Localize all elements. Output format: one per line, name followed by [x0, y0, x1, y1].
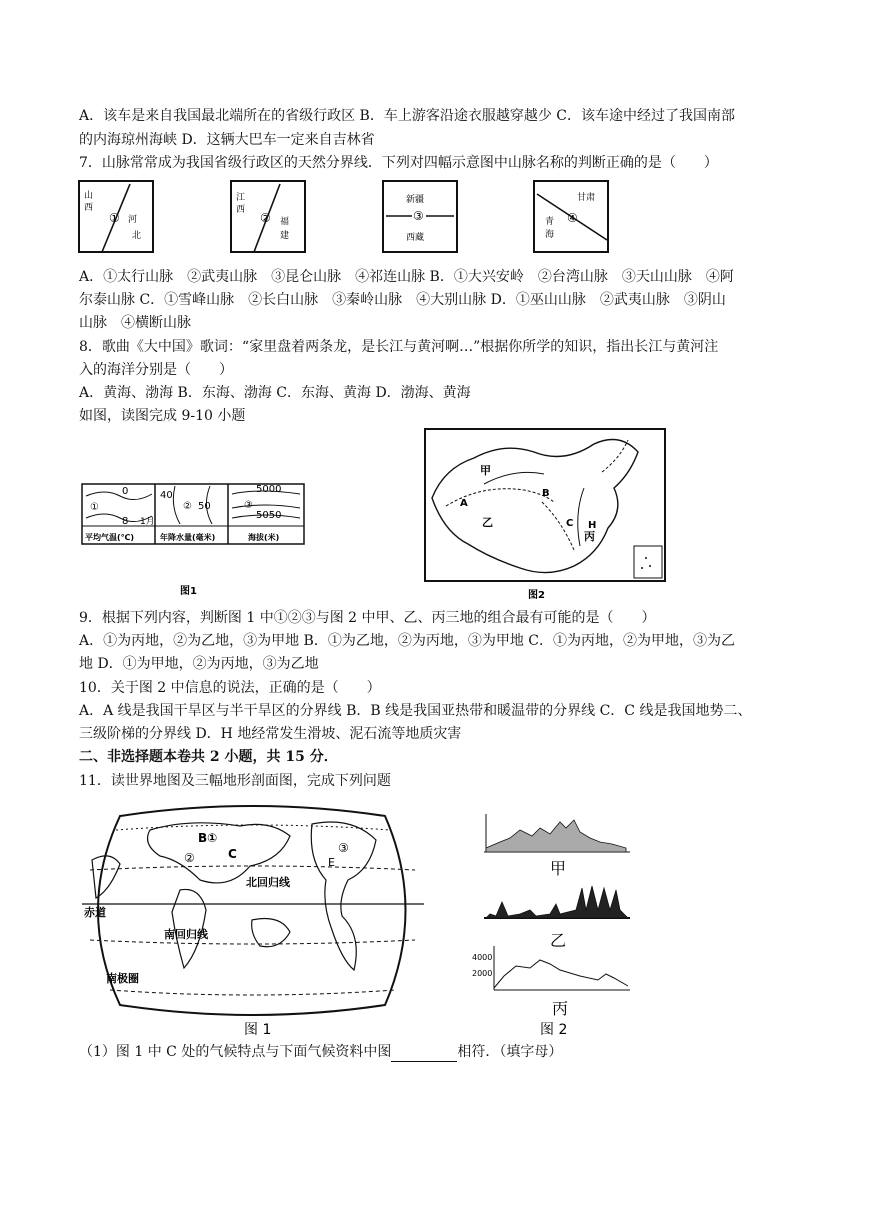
figure-intro: 如图，读图完成 9-10 小题	[79, 408, 246, 424]
label-shanxi-2: 西	[84, 203, 94, 213]
map-label-antarctic: 南极圈	[106, 972, 139, 985]
answer-blank[interactable]	[391, 1047, 457, 1062]
question-9: 9．根据下列内容，判断图 1 中①②③与图 2 中甲、乙、丙三地的组合最有可能的是（ ）	[79, 610, 656, 626]
terrain-profiles-figure	[472, 808, 655, 1038]
option-line: A．①为丙地，②为乙地，③为甲地 B．①为乙地，②为丙地，③为甲地 C．①为丙地，②为甲地，③为乙	[79, 633, 736, 649]
map-label-3: ③	[338, 841, 349, 855]
figure-label-2: 图2	[528, 590, 545, 601]
mountain-number-2: ②	[260, 211, 271, 225]
figure-9-10-panel-2	[424, 428, 674, 600]
label-hebei-2: 北	[132, 231, 142, 241]
map-label-2: ②	[184, 851, 195, 865]
question-10: 10．关于图 2 中信息的说法，正确的是（ ）	[79, 680, 381, 696]
section-heading: 二、非选择题本卷共 2 小题，共 15 分．	[79, 749, 338, 765]
question-11-part-1: （1）图 1 中 C 处的气候特点与下面气候资料中图 相符．（填字母）	[79, 1044, 563, 1060]
option-line: 山脉 ④横断山脉	[79, 315, 191, 331]
svg-text:乙: 乙	[482, 516, 493, 529]
svg-text:C: C	[566, 518, 574, 529]
label-xizang: 西藏	[406, 233, 425, 243]
label-fujian-1: 福	[280, 217, 290, 227]
svg-text:B: B	[542, 488, 550, 499]
profiles-caption: 图 2	[540, 1022, 568, 1038]
map-caption: 图 1	[244, 1022, 272, 1038]
label-hebei-1: 河	[128, 215, 138, 225]
option-line: A．A 线是我国干旱区与半干旱区的分界线 B．B 线是我国亚热带和暖温带的分界线 C．C 线是我国地势二、	[79, 703, 752, 719]
world-map-figure	[80, 800, 425, 1040]
diagram-box-2	[231, 181, 305, 252]
label-qinghai-2: 海	[545, 230, 555, 240]
label-shanxi-1: 山	[84, 191, 94, 201]
diagram-box-3	[383, 181, 457, 252]
svg-text:③: ③	[244, 500, 253, 511]
svg-text:A: A	[460, 498, 468, 509]
svg-text:甲: 甲	[480, 464, 491, 477]
svg-text:50: 50	[198, 501, 211, 512]
svg-text:40: 40	[160, 490, 173, 501]
mountain-number-1: ①	[109, 211, 120, 225]
svg-text:1月: 1月	[140, 517, 155, 527]
question-8-cont: 入的海洋分别是（ ）	[79, 362, 233, 378]
label-jiangxi-2: 西	[236, 205, 246, 215]
label-xinjiang: 新疆	[406, 195, 425, 205]
label-jiangxi-1: 江	[236, 193, 246, 203]
mountain-number-3: ③	[413, 209, 424, 223]
option-line: A．黄海、渤海 B．东海、渤海 C．东海、黄海 D．渤海、黄海	[79, 385, 471, 401]
map-label-c: C	[228, 847, 237, 861]
label-qinghai-1: 青	[545, 217, 555, 227]
svg-text:海拔(米): 海拔(米)	[248, 533, 280, 542]
map-label-equator: 赤道	[84, 906, 106, 919]
question-7-figure	[78, 180, 638, 255]
svg-text:5000: 5000	[256, 484, 282, 495]
svg-text:H: H	[588, 520, 597, 531]
option-line: A．该车是来自我国最北端所在的省级行政区 B．车上游客沿途衣服越穿越少 C．该车途中经过了我国南部	[79, 108, 736, 124]
option-line: 三级阶梯的分界线 D．H 地经常发生滑坡、泥石流等地质灾害	[79, 726, 462, 742]
svg-text:平均气温(℃): 平均气温(℃)	[85, 533, 134, 542]
svg-text:丙: 丙	[552, 999, 569, 1018]
svg-text:①: ①	[90, 502, 99, 513]
profile-bing	[472, 946, 630, 1018]
question-11: 11．读世界地图及三幅地形剖面图，完成下列问题	[79, 773, 391, 789]
tropic-south-line	[90, 940, 415, 944]
option-line: A．①太行山脉 ②武夷山脉 ③昆仑山脉 ④祁连山脉 B．①大兴安岭 ②台湾山脉 ③天山山脉 ④阿	[79, 269, 734, 285]
svg-text:0: 0	[122, 486, 129, 497]
figure-label-1: 图1	[180, 586, 197, 597]
svg-text:5050: 5050	[256, 510, 282, 521]
question-8: 8．歌曲《大中国》歌词：“家里盘着两条龙，是长江与黄河啊…”根据你所学的知识，指出长江与黄河注	[79, 339, 719, 355]
svg-text:②: ②	[183, 501, 192, 512]
svg-text:8: 8	[122, 516, 129, 527]
map-label-tropic-south: 南回归线	[164, 928, 208, 941]
question-7: 7．山脉常常成为我国省级行政区的天然分界线．下列对四幅示意图中山脉名称的判断正确的是（ ）	[79, 155, 718, 171]
profile-jia	[484, 814, 630, 878]
mountain-number-4: ④	[567, 211, 578, 225]
svg-text:甲: 甲	[550, 859, 567, 878]
profile-yi	[484, 886, 630, 950]
diagram-box-4	[534, 181, 608, 252]
figure-9-10-panel-1	[80, 478, 310, 598]
option-line: 地 D．①为甲地，②为丙地，③为乙地	[79, 656, 319, 672]
map-label-e: E	[328, 856, 335, 869]
svg-text:年降水量(毫米): 年降水量(毫米)	[160, 533, 216, 542]
map-label-b1: B①	[198, 831, 218, 845]
label-fujian-2: 建	[280, 231, 290, 241]
option-line: 尔泰山脉 C．①雪峰山脉 ②长白山脉 ③秦岭山脉 ④大别山脉 D．①巫山山脉 ②武夷山脉 ③阴山	[79, 292, 726, 308]
option-line: 的内海琼州海峡 D．这辆大巴车一定来自吉林省	[79, 132, 375, 148]
svg-text:4000: 4000	[472, 953, 493, 962]
map-label-tropic-north: 北回归线	[246, 876, 290, 889]
svg-text:丙: 丙	[584, 530, 595, 543]
label-gansu: 甘肃	[577, 193, 596, 203]
antarctic-circle-line	[110, 990, 395, 995]
svg-text:2000: 2000	[472, 969, 493, 978]
diagram-box-1	[79, 181, 153, 252]
svg-text:乙: 乙	[550, 931, 567, 950]
tropic-north-line	[90, 866, 415, 870]
